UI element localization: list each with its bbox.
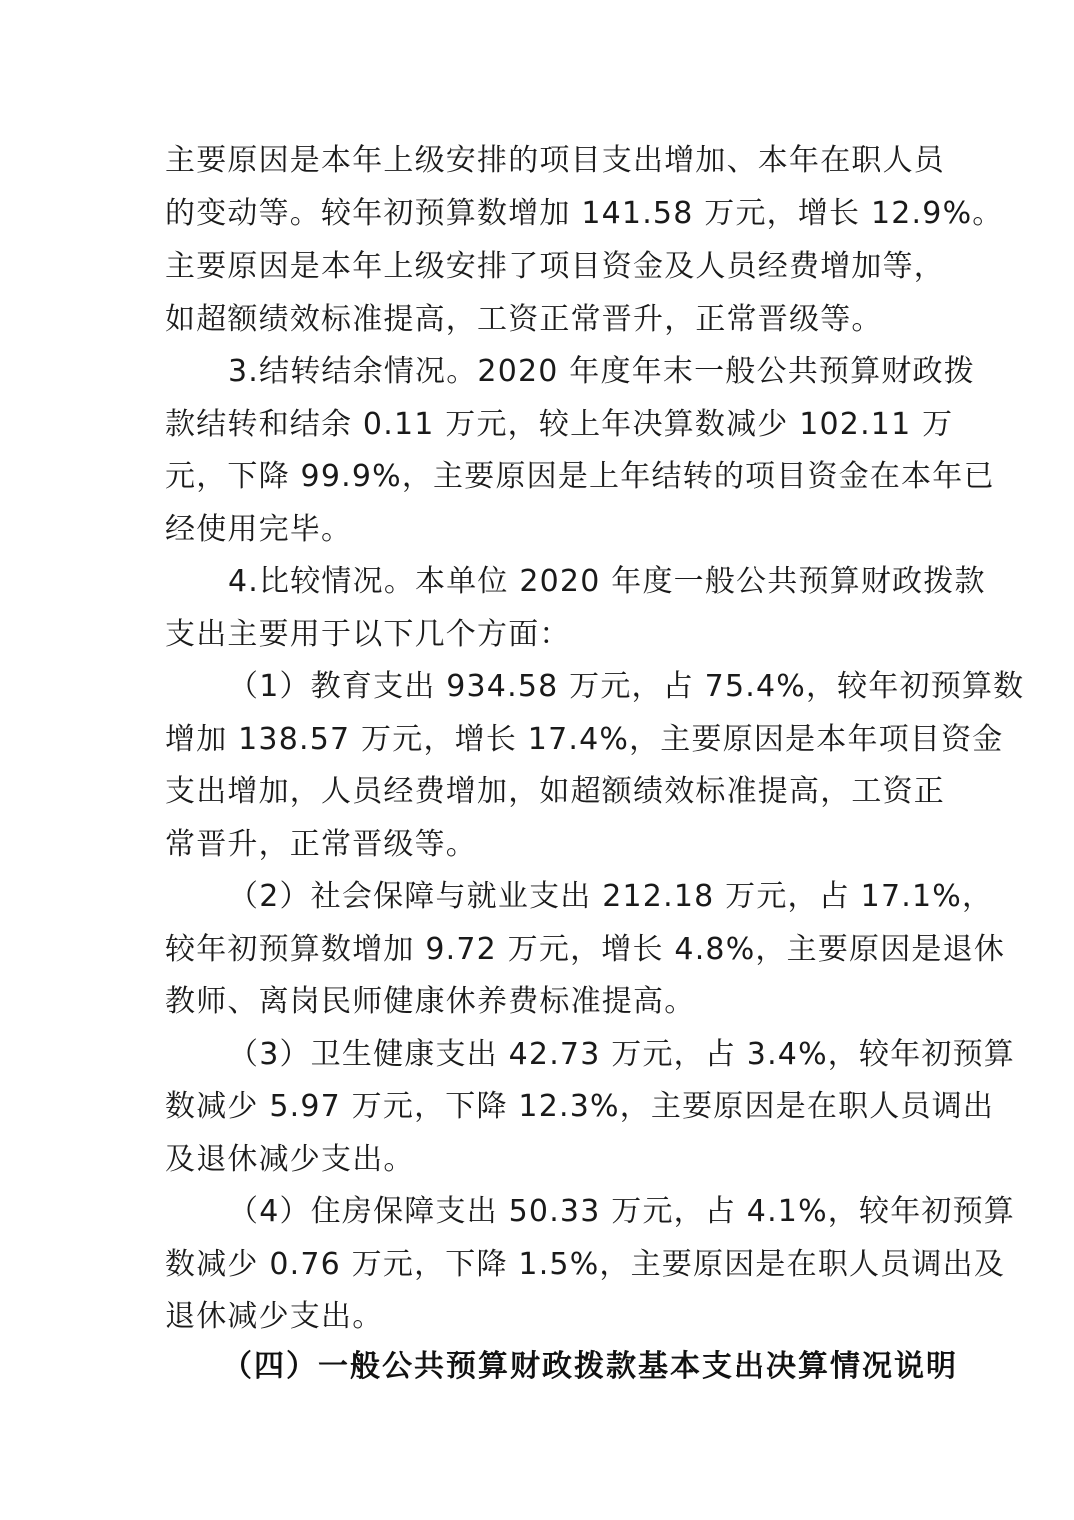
body-line: 支出主要用于以下几个方面： — [165, 617, 571, 652]
body-line: 主要原因是本年上级安排了项目资金及人员经费增加等， — [165, 249, 945, 284]
paragraph-start-line: 3.结转结余情况。2020 年度年末一般公共预算财政拨 — [228, 354, 975, 389]
body-line: 常晋升，正常晋级等。 — [165, 827, 477, 862]
paragraph-start-line: （4）住房保障支出 50.33 万元，占 4.1%，较年初预算 — [228, 1194, 1015, 1229]
paragraph-start-line: 4.比较情况。本单位 2020 年度一般公共预算财政拨款 — [228, 564, 986, 599]
body-line: 的变动等。较年初预算数增加 141.58 万元，增长 12.9%。 — [165, 196, 1004, 231]
body-line: 元，下降 99.9%，主要原因是上年结转的项目资金在本年已 — [165, 459, 995, 494]
body-line: 及退休减少支出。 — [165, 1142, 415, 1177]
body-line: 增加 138.57 万元，增长 17.4%，主要原因是本年项目资金 — [165, 722, 1004, 757]
body-line: 教师、离岗民师健康休养费标准提高。 — [165, 984, 696, 1019]
paragraph-start-line: （3）卫生健康支出 42.73 万元，占 3.4%，较年初预算 — [228, 1037, 1015, 1072]
body-line: 较年初预算数增加 9.72 万元，增长 4.8%，主要原因是退休 — [165, 932, 1006, 967]
body-line: 款结转和结余 0.11 万元，较上年决算数减少 102.11 万 — [165, 407, 954, 442]
body-line: 主要原因是本年上级安排的项目支出增加、本年在职人员 — [165, 143, 945, 178]
body-line: 支出增加，人员经费增加，如超额绩效标准提高，工资正 — [165, 774, 945, 809]
section-heading: （四）一般公共预算财政拨款基本支出决算情况说明 — [222, 1349, 958, 1384]
body-line: 如超额绩效标准提高，工资正常晋升，正常晋级等。 — [165, 302, 883, 337]
body-line: 数减少 5.97 万元，下降 12.3%，主要原因是在职人员调出 — [165, 1089, 995, 1124]
paragraph-start-line: （1）教育支出 934.58 万元，占 75.4%，较年初预算数 — [228, 669, 1025, 704]
body-line: 退休减少支出。 — [165, 1299, 384, 1334]
body-line: 数减少 0.76 万元，下降 1.5%，主要原因是在职人员调出及 — [165, 1247, 1006, 1282]
body-line: 经使用完毕。 — [165, 512, 353, 547]
paragraph-start-line: （2）社会保障与就业支出 212.18 万元，占 17.1%， — [228, 879, 994, 914]
